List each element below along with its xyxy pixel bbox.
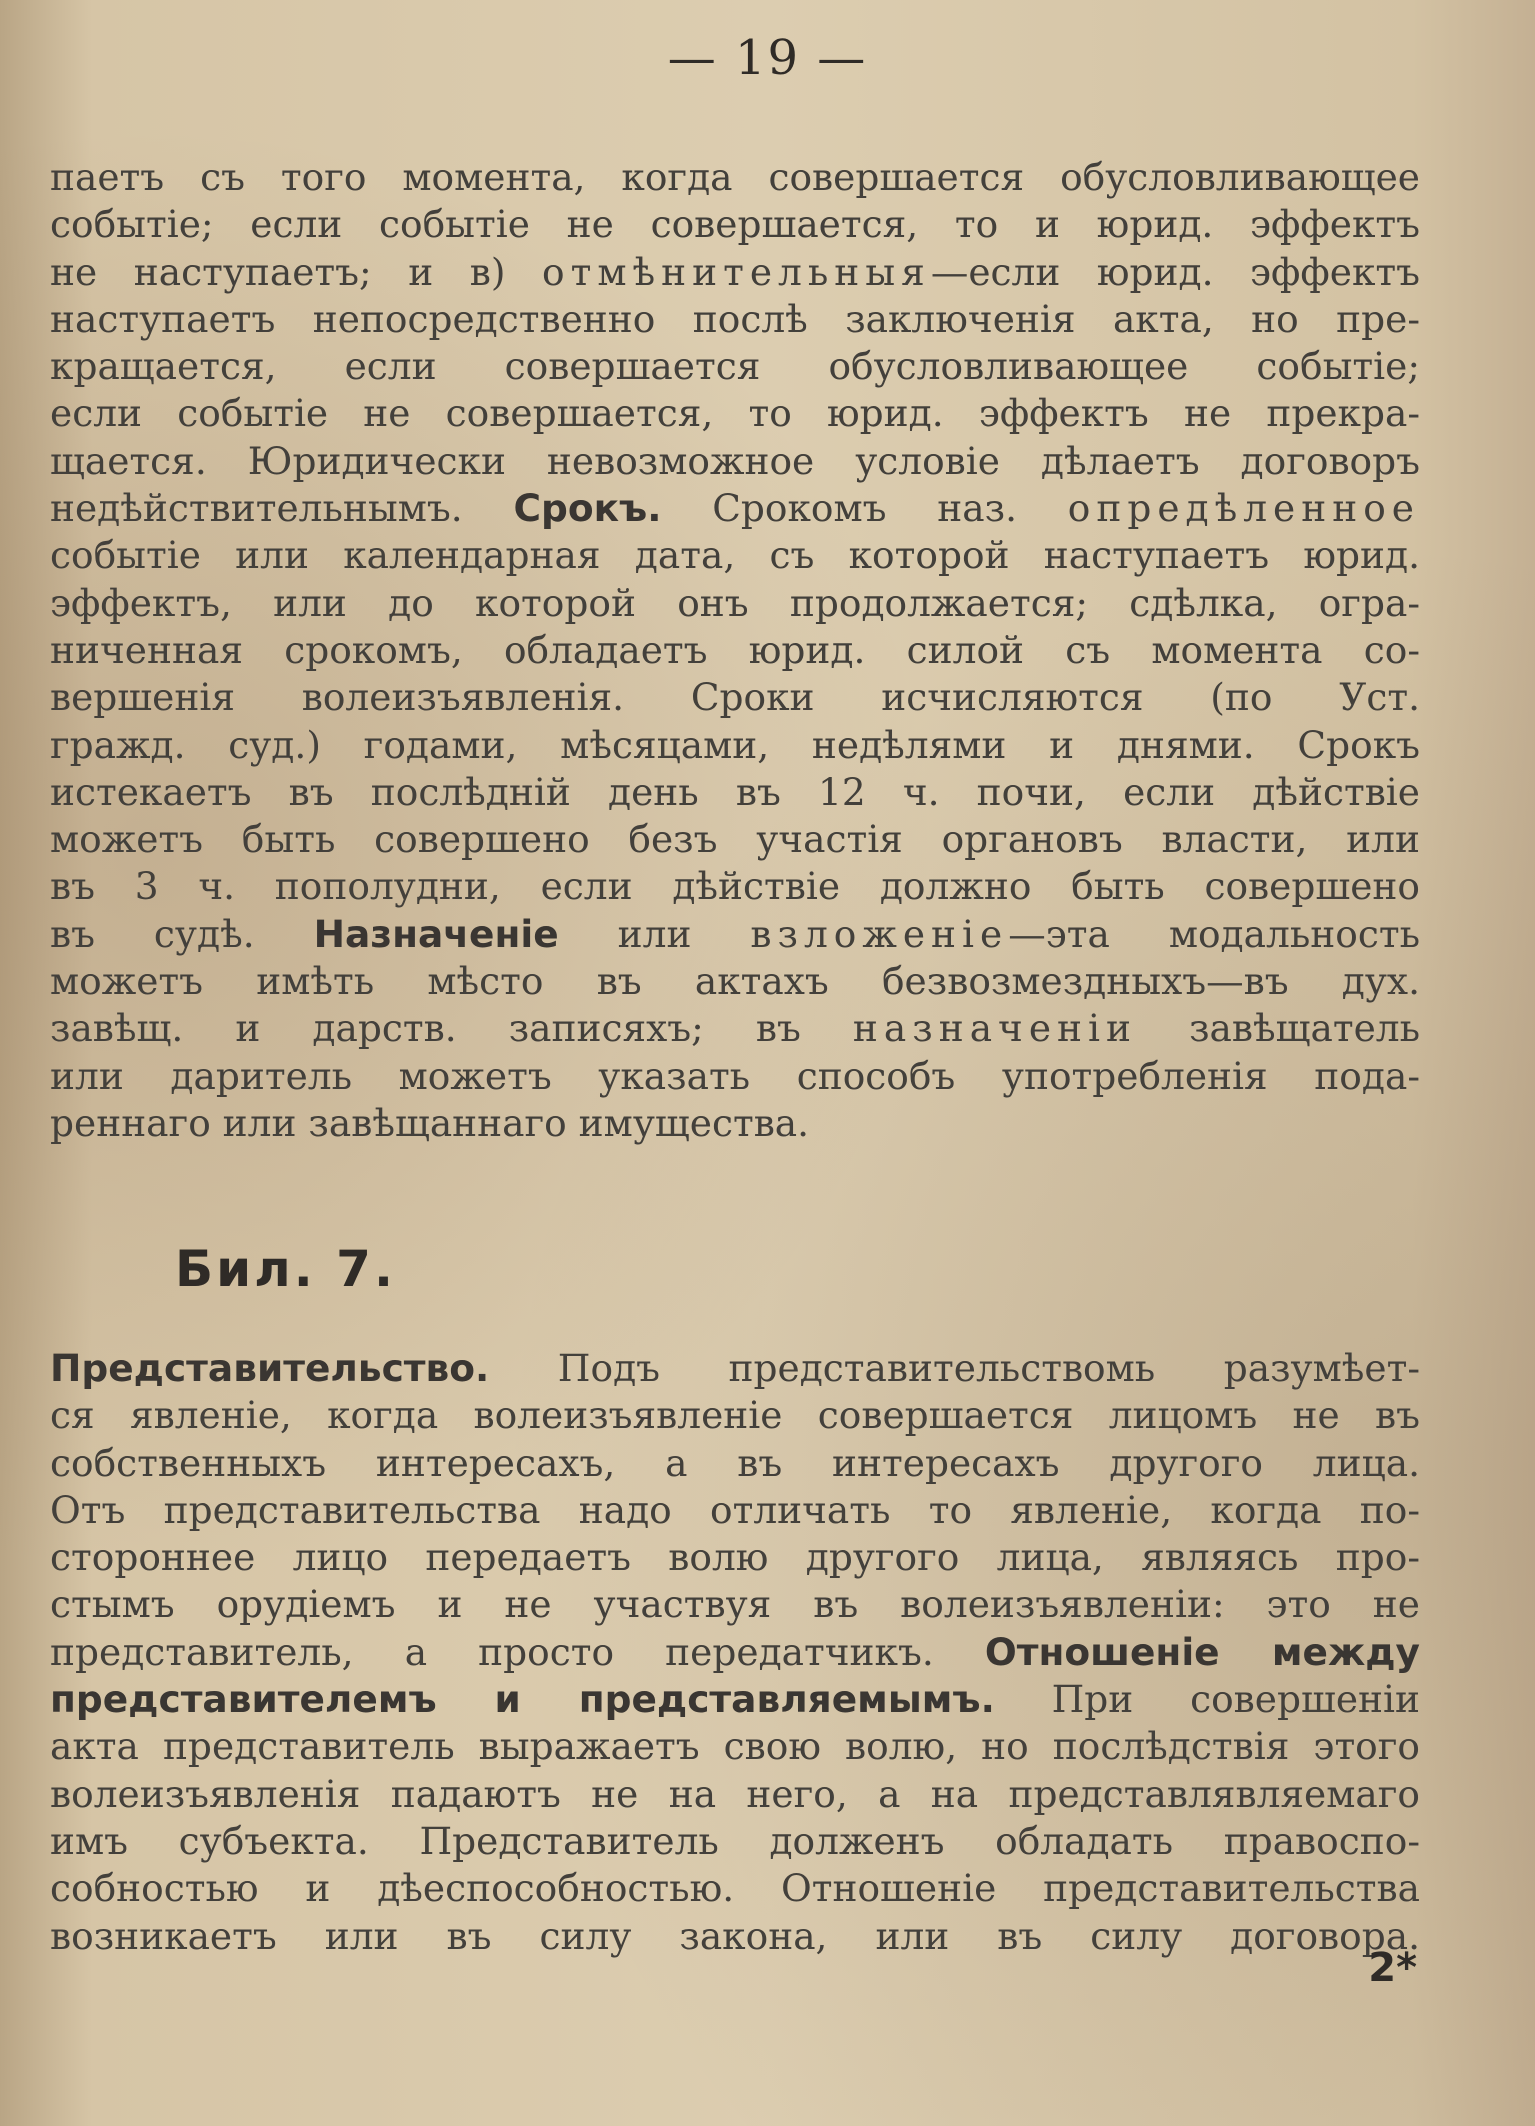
text-line: кращается, если совершается обусловливающее событіе; — [50, 344, 1420, 389]
term-srok: Срокъ. — [513, 486, 662, 531]
text-line: щается. Юридически невозможное условіе дѣлаетъ договоръ — [50, 438, 1420, 483]
text-line: собностью и дѣеспособностью. Отношеніе представительства — [50, 1866, 1420, 1911]
spaced-term-otmenitelnye: отмѣнительныя — [542, 249, 931, 294]
text-line: не наступаетъ; и в) отмѣнительныя—если юрид. эффектъ — [50, 249, 1420, 294]
text-line: событіе или календарная дата, съ которой наступаетъ юрид. — [50, 533, 1420, 578]
text-line: эффектъ, или до которой онъ продолжается; сдѣлка, огра- — [50, 580, 1420, 625]
text-line: волеизъявленія падаютъ не на него, а на представлявляемаго — [50, 1771, 1420, 1816]
text-line: паетъ съ того момента, когда совершается обусловливающее — [50, 155, 1420, 199]
text-line: наступаетъ непосредственно послѣ заключенія акта, но пре- — [50, 296, 1420, 341]
signature-mark: 2* — [1368, 1945, 1417, 1991]
text-line: завѣщ. и дарств. записяхъ; въ назначеніи завѣщатель — [50, 1006, 1421, 1051]
text-block-condition-term — [50, 154, 1420, 1147]
text-line: или даритель можетъ указать способъ употребленія пода- — [50, 1053, 1420, 1098]
term-relation-a: Отношеніе между — [984, 1629, 1420, 1674]
spaced-term-vzlozhenie: взложеніе — [750, 911, 1009, 956]
text-line: въ судѣ. Назначеніе или взложеніе—эта модальность — [50, 911, 1420, 956]
text-line: въ 3 ч. пополудни, если дѣйствіе должно быть совершено — [50, 864, 1420, 909]
term-representation: Представительство. — [50, 1346, 490, 1390]
text-line: представителемъ и представляемымъ. При совершеніи — [50, 1677, 1420, 1722]
text-line: стымъ орудіемъ и не участвуя въ волеизъявленіи: это не — [50, 1582, 1420, 1627]
text-line: ся явленіе, когда волеизъявленіе совершается лицомъ не въ — [50, 1393, 1420, 1438]
text-line: можетъ быть совершено безъ участія органовъ власти, или — [50, 817, 1420, 862]
section-heading: Бил. 7. — [175, 1240, 396, 1298]
text-line: реннаго или завѣщаннаго имущества. — [50, 1100, 810, 1145]
text-line: недѣйствительнымъ. Срокъ. Срокомъ наз. опредѣленное — [50, 486, 1420, 531]
text-line: Представительство. Подъ представительствомь разумѣет- — [50, 1346, 1420, 1390]
spaced-term-opredelennoe: опредѣленное — [1067, 486, 1420, 531]
term-naznachenie: Назначеніе — [313, 911, 559, 956]
text-line: вершенія волеизъявленія. Сроки исчисляются (по Уст. — [50, 675, 1420, 720]
page-number: — 19 — — [667, 30, 868, 86]
text-line: собственныхъ интересахъ, а въ интересахъ другого лица. — [50, 1440, 1420, 1485]
text-line: можетъ имѣть мѣсто въ актахъ безвозмездныхъ—въ дух. — [50, 959, 1420, 1004]
text-line: акта представитель выражаетъ свою волю, но послѣдствія этого — [50, 1724, 1420, 1769]
text-line: имъ субъекта. Представитель долженъ обладать правоспо- — [50, 1818, 1420, 1863]
text-line: событіе; если событіе не совершается, то и юрид. эффектъ — [50, 202, 1420, 247]
text-line: возникаетъ или въ силу закона, или въ силу договора. — [50, 1913, 1420, 1958]
spaced-term-naznachenii: назначеніи — [852, 1006, 1138, 1051]
text-line: если событіе не совершается, то юрид. эффектъ не прекра- — [50, 391, 1420, 436]
text-line: истекаетъ въ послѣдній день въ 12 ч. почи, если дѣйствіе — [50, 769, 1420, 814]
term-relation-b: представителемъ и представляемымъ. — [50, 1677, 995, 1722]
text-line: гражд. суд.) годами, мѣсяцами, недѣлями и днями. Срокъ — [50, 722, 1420, 767]
text-line: ниченная срокомъ, обладаетъ юрид. силой съ момента со- — [50, 627, 1420, 672]
text-line: Отъ представительства надо отличать то явленіе, когда по- — [50, 1487, 1420, 1532]
text-block-representation — [50, 1345, 1420, 1960]
text-line: стороннее лицо передаетъ волю другого лица, являясь про- — [50, 1535, 1420, 1580]
text-line: представитель, а просто передатчикъ. Отношеніе между — [50, 1629, 1420, 1674]
